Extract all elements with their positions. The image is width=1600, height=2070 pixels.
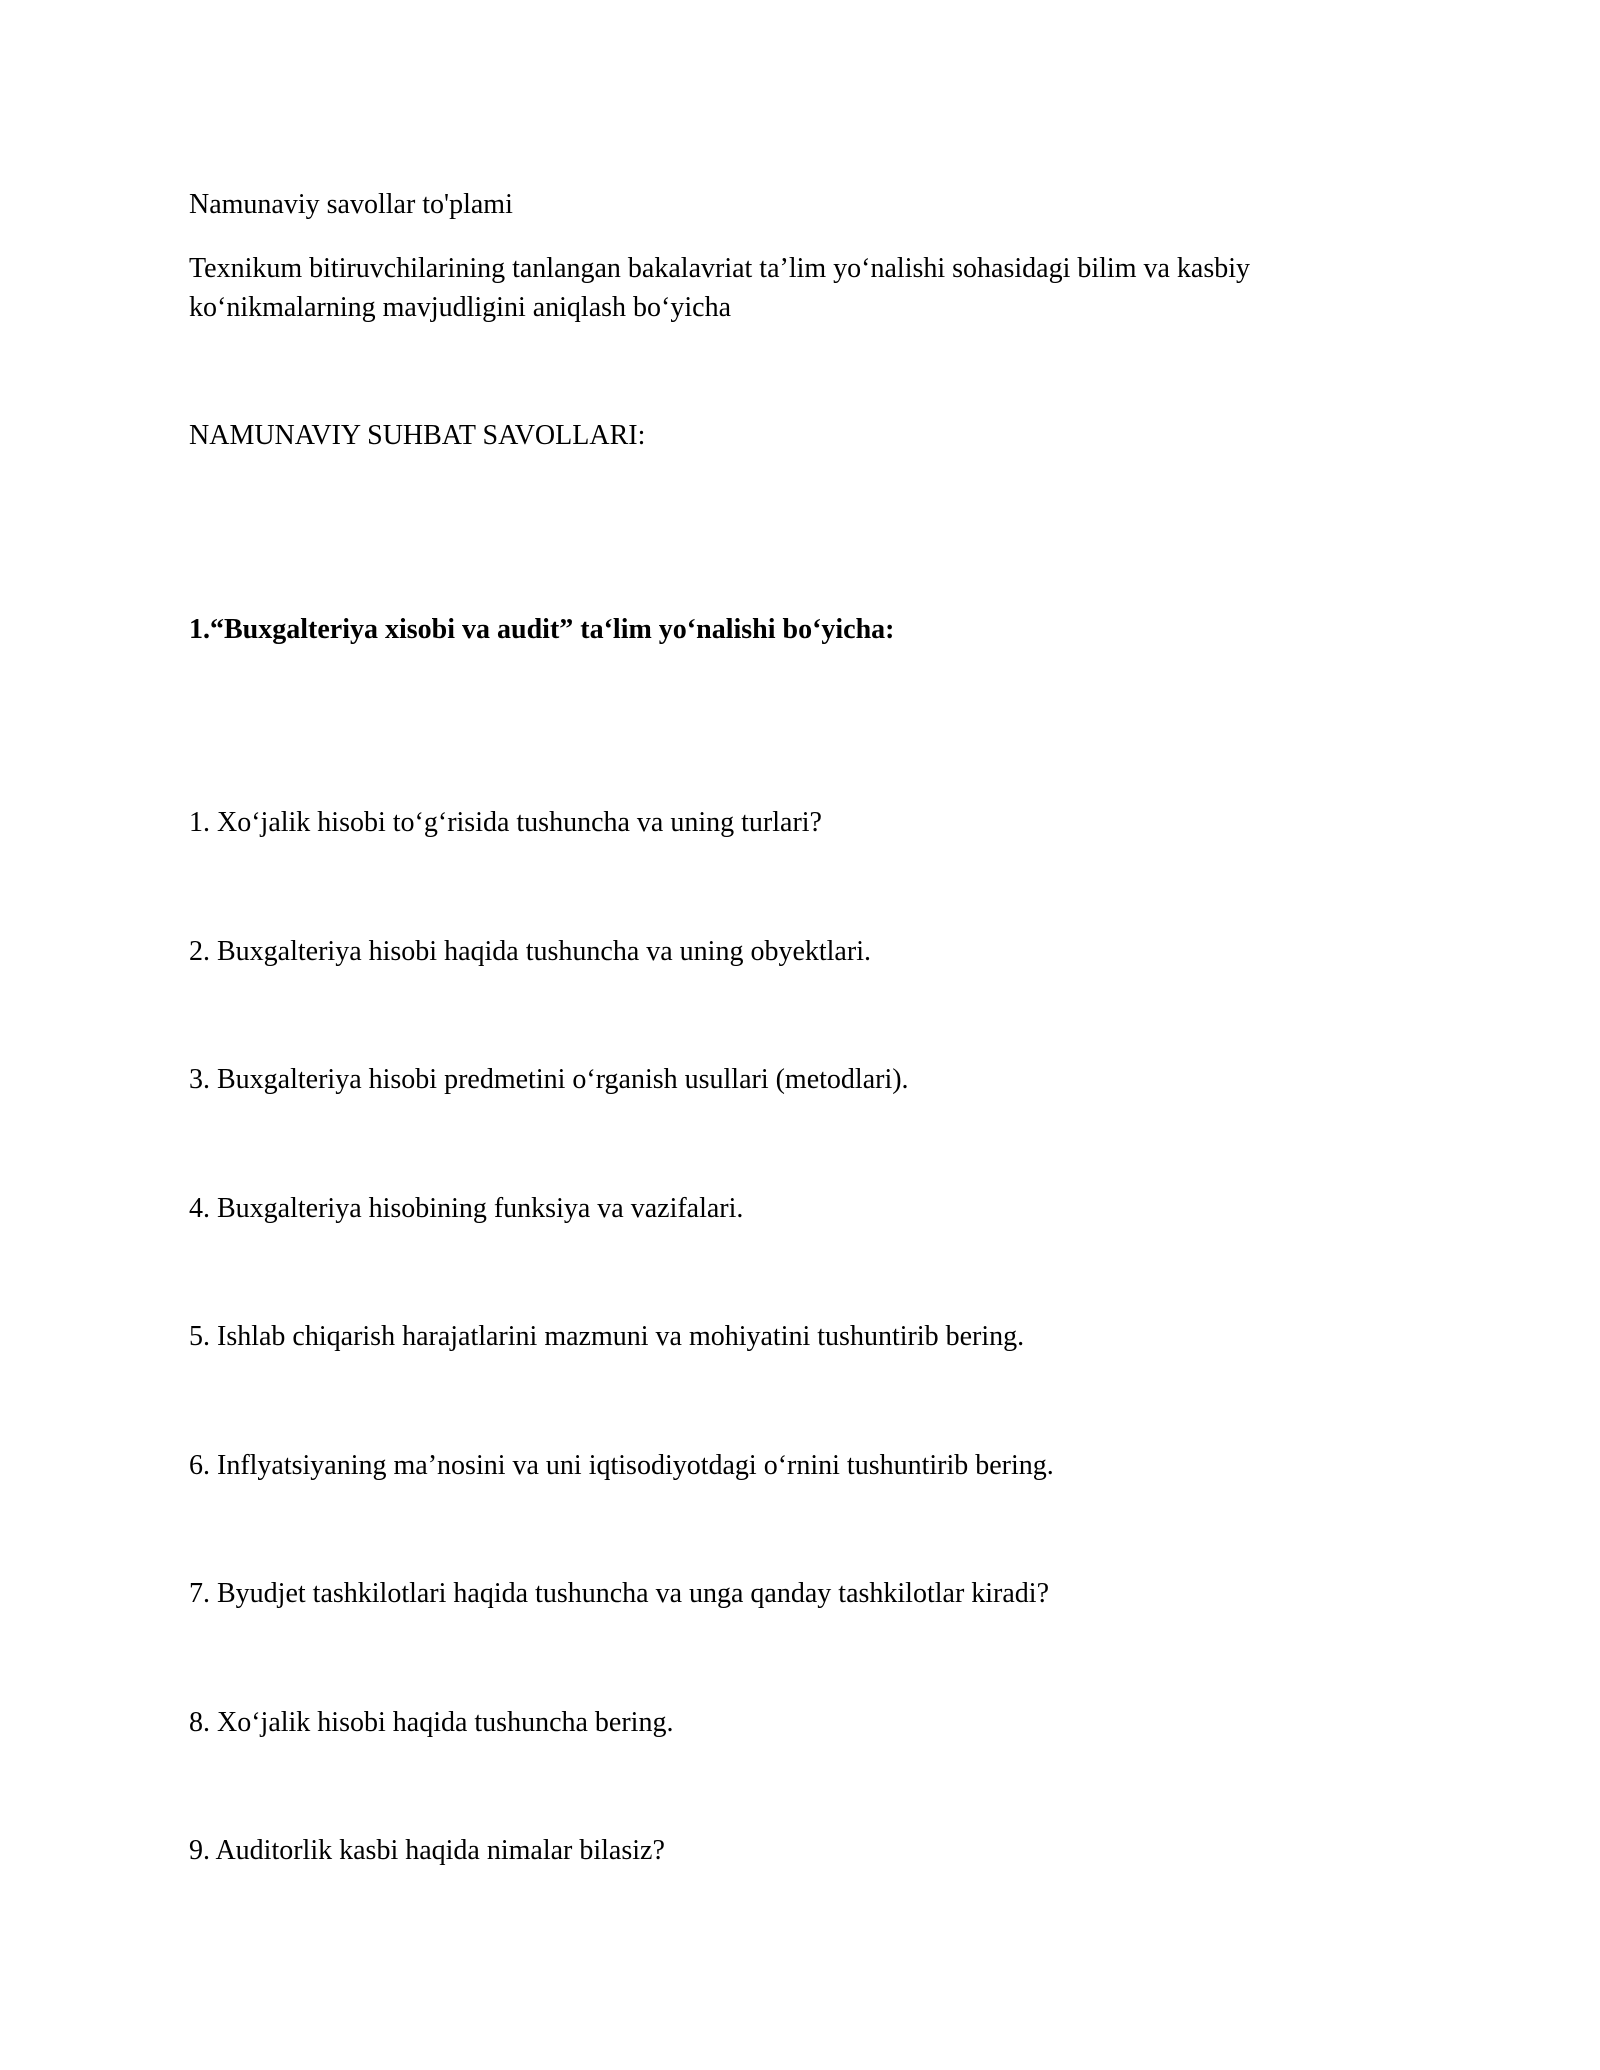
question-item: 5. Ishlab chiqarish harajatlarini mazmuni va mohiyatini tushuntirib bering.	[189, 1321, 1025, 1352]
document-subtitle-line-1: Texnikum bitiruvchilarining tanlangan bakalavriat ta’lim yo‘nalishi sohasidagi bilim va kasbiy	[189, 253, 1251, 284]
section-heading: NAMUNAVIY SUHBAT SAVOLLARI:	[189, 420, 646, 451]
question-item: 2. Buxgalteriya hisobi haqida tushuncha va uning obyektlari.	[189, 936, 871, 967]
question-item: 9. Auditorlik kasbi haqida nimalar bilasiz?	[189, 1835, 665, 1866]
question-item: 3. Buxgalteriya hisobi predmetini o‘rganish usullari (metodlari).	[189, 1064, 909, 1095]
document-title: Namunaviy savollar to'plami	[189, 189, 513, 220]
question-item: 8. Xo‘jalik hisobi haqida tushuncha bering.	[189, 1707, 674, 1738]
question-item: 6. Inflyatsiyaning ma’nosini va uni iqtisodiyotdagi o‘rnini tushuntirib bering.	[189, 1450, 1054, 1481]
question-item: 4. Buxgalteriya hisobining funksiya va vazifalari.	[189, 1193, 744, 1224]
question-item: 7. Byudjet tashkilotlari haqida tushuncha va unga qanday tashkilotlar kiradi?	[189, 1578, 1050, 1609]
direction-heading: 1.“Buxgalteriya xisobi va audit” ta‘lim yo‘nalishi bo‘yicha:	[189, 614, 895, 645]
document-subtitle-line-2: ko‘nikmalarning mavjudligini aniqlash bo‘yicha	[189, 292, 731, 323]
question-item: 1. Xo‘jalik hisobi to‘g‘risida tushuncha va uning turlari?	[189, 807, 822, 838]
